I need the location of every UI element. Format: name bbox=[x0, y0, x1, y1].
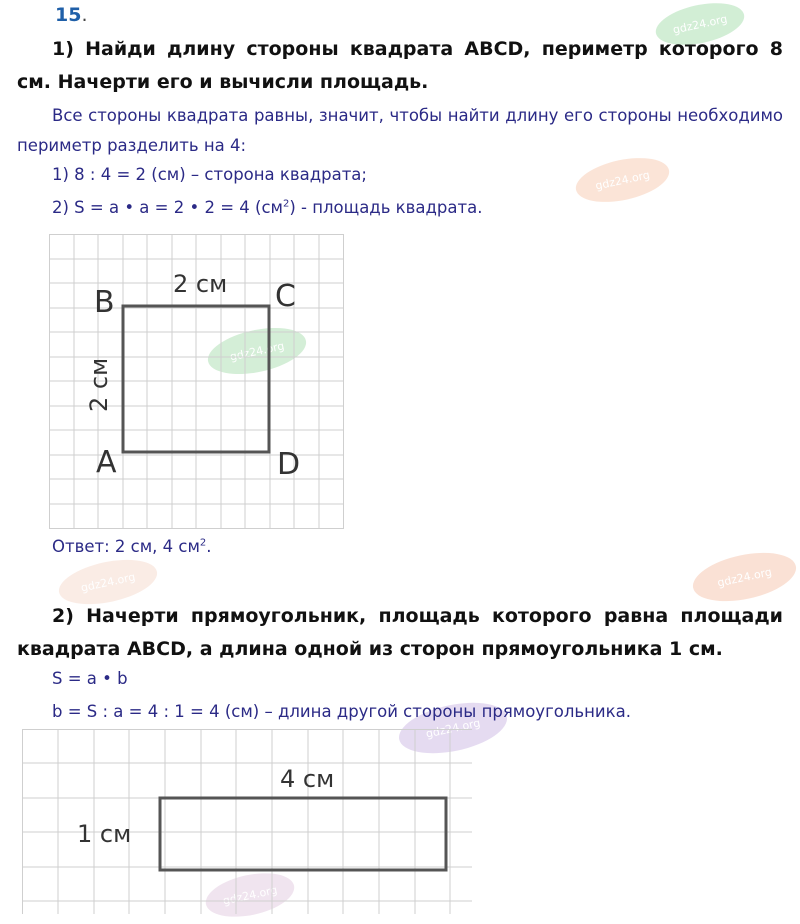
rectangle-top-label: 4 см bbox=[280, 765, 335, 793]
watermark: gdz24.org bbox=[572, 151, 673, 210]
side-top-label: 2 см bbox=[173, 270, 228, 298]
task-1-statement: 1) Найди длину стороны квадрата ABCD, периметр которого 8 см. Начерти его и вычисли площадь. bbox=[17, 38, 783, 93]
task-1-step-2: 2) S = a • a = 2 • 2 = 4 $(см^2)$ - площадь квадрата. bbox=[52, 198, 483, 217]
watermark: gdz24.org bbox=[394, 694, 511, 762]
task-2-calculation: b = S : a = 4 : 1 = 4 (см) – длина другой стороны прямоугольника. bbox=[52, 702, 631, 721]
watermark: gdz24.org bbox=[652, 0, 748, 52]
watermark: gdz24.org bbox=[204, 320, 311, 382]
side-left-label: 2 см bbox=[85, 357, 113, 412]
task-1-answer: Ответ: 2 см, 4 $см^2$. bbox=[52, 537, 212, 556]
task-2-formula: S = a • b bbox=[52, 669, 128, 688]
vertex-c: C bbox=[275, 279, 296, 314]
rectangle bbox=[160, 798, 446, 870]
task-2-statement: 2) Начерти прямоугольник, площадь которого равна площади квадрата ABCD, а длина одной из сторон прямоугольника 1 см. bbox=[17, 605, 783, 660]
watermark: gdz24.org bbox=[202, 866, 298, 924]
rectangle-figure bbox=[22, 729, 472, 914]
square-figure bbox=[49, 234, 344, 529]
task-1-step-1: 1) 8 : 4 = 2 (см) – сторона квадрата; bbox=[52, 165, 367, 184]
task-1-explanation: Все стороны квадрата равны, значит, чтобы найти длину его стороны необходимо периметр разделить на 4: bbox=[17, 106, 783, 155]
vertex-d: D bbox=[277, 447, 301, 482]
rectangle-left-label: 1 см bbox=[77, 820, 132, 848]
vertex-b: B bbox=[94, 285, 115, 320]
watermark: gdz24.org bbox=[689, 545, 800, 610]
vertex-a: A bbox=[96, 445, 117, 480]
exercise-number: 15. bbox=[55, 4, 88, 26]
watermark: gdz24.org bbox=[55, 552, 161, 612]
